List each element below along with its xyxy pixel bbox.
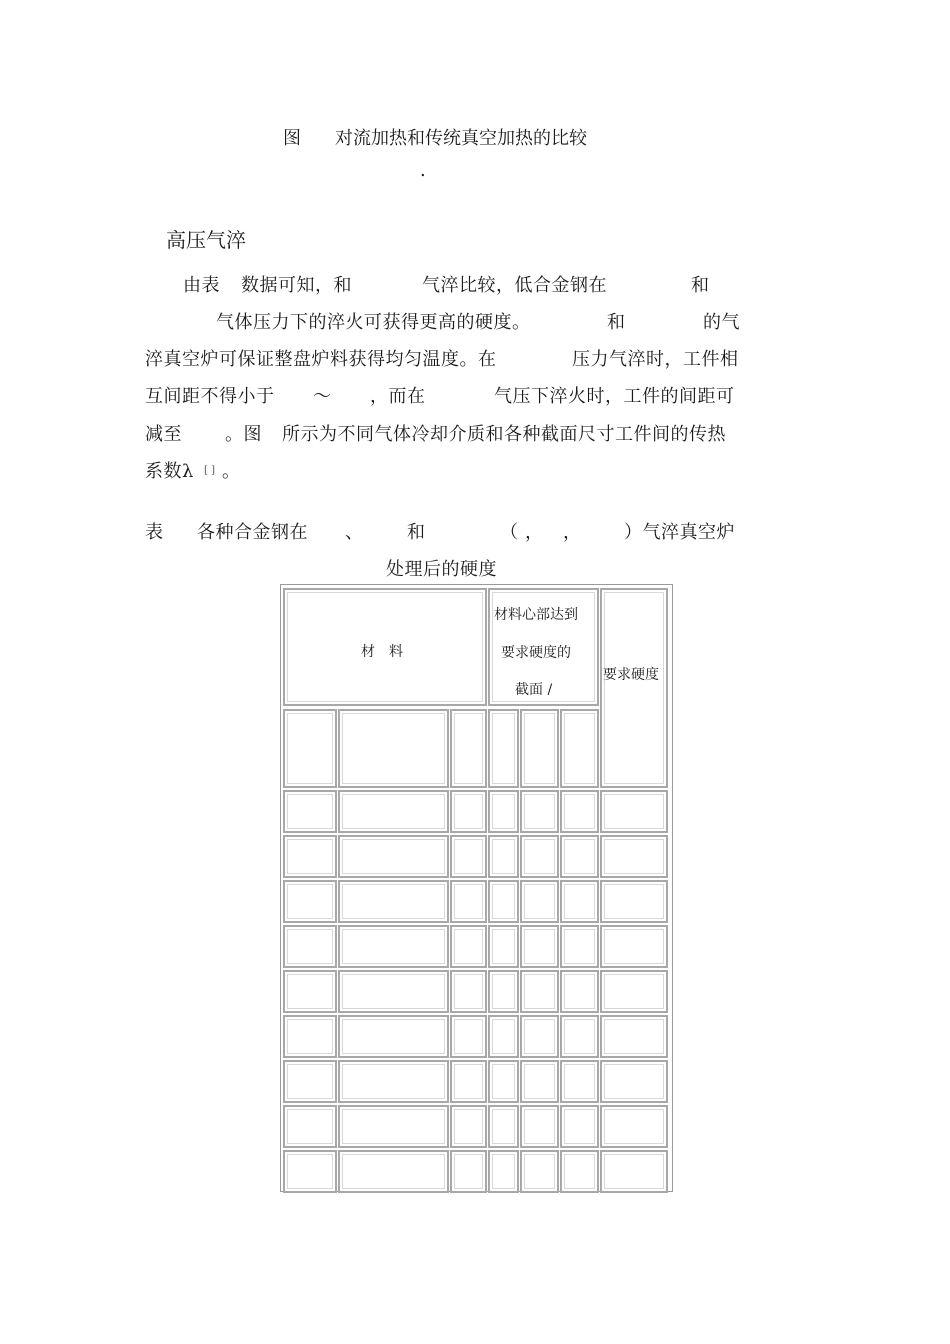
- table-cell: [338, 835, 449, 878]
- table-caption-part4: （: [500, 522, 519, 543]
- table-cell: [488, 835, 519, 878]
- table-cell: [283, 1105, 337, 1148]
- table-cell: [283, 1150, 337, 1193]
- table-caption-part2: 、: [345, 522, 364, 543]
- paragraph-line4-c: ，而在: [370, 386, 426, 407]
- table-cell: [338, 790, 449, 833]
- table-cell: [600, 1060, 668, 1103]
- paragraph-line1-d: 和: [691, 275, 710, 296]
- paragraph-line4-b: ～: [313, 386, 332, 407]
- table-caption-part7: ）气淬真空炉: [624, 522, 735, 543]
- table-cell: [600, 790, 668, 833]
- table-cell: [600, 1150, 668, 1193]
- header-hardness-cell: [600, 588, 668, 788]
- table-cell: [283, 1060, 337, 1103]
- header-material-label: 材 料: [361, 644, 403, 660]
- table-cell: [600, 1105, 668, 1148]
- table-cell: [450, 970, 487, 1013]
- table-cell: [450, 880, 487, 923]
- header-hardness-label: 要求硬度: [603, 667, 659, 683]
- header-section-line2: 要求硬度的: [501, 645, 571, 661]
- table-cell: [450, 790, 487, 833]
- table-cell: [560, 1150, 599, 1193]
- figure-caption-label: 图: [283, 128, 301, 149]
- table-cell: [450, 1060, 487, 1103]
- table-caption-part1: 各种合金钢在: [197, 522, 308, 543]
- paragraph-line2-c: 的气: [703, 312, 740, 333]
- table-caption-line2: 处理后的硬度: [386, 559, 497, 580]
- table-cell: [560, 790, 599, 833]
- table-cell: [560, 1015, 599, 1058]
- table-cell: [600, 1015, 668, 1058]
- table-cell: [520, 880, 559, 923]
- table-cell: [450, 1015, 487, 1058]
- table-cell: [283, 835, 337, 878]
- table-cell: [600, 970, 668, 1013]
- header-material-cell: [283, 588, 487, 706]
- section-heading: 高压气淬: [166, 228, 246, 252]
- table-cell: [283, 925, 337, 968]
- table-caption-part5: ，: [525, 522, 544, 543]
- table-cell: [488, 1150, 519, 1193]
- table-cell: [520, 925, 559, 968]
- table-cell: [450, 1150, 487, 1193]
- table-cell: [560, 835, 599, 878]
- paragraph-line6-text: 系数λ: [145, 461, 194, 482]
- table-cell: [283, 880, 337, 923]
- table-cell: [450, 1105, 487, 1148]
- table-cell: [338, 880, 449, 923]
- table-cell: [338, 1015, 449, 1058]
- citation-ref: [ ]: [204, 465, 215, 476]
- subheader-cell: [338, 709, 449, 788]
- figure-caption-text: 对流加热和传统真空加热的比较: [335, 128, 587, 149]
- table-cell: [283, 970, 337, 1013]
- table-cell: [488, 1105, 519, 1148]
- subheader-cell: [560, 709, 599, 788]
- header-section-line3: 截面 /: [515, 682, 553, 698]
- paragraph-line1-b: 数据可知，和: [241, 275, 352, 296]
- table-cell: [600, 880, 668, 923]
- header-section-line1: 材料心部达到: [494, 607, 578, 623]
- paragraph-line1-c: 气淬比较，低合金钢在: [422, 275, 607, 296]
- paragraph-line6-end: 。: [222, 461, 241, 482]
- subheader-cell: [283, 709, 337, 788]
- table-cell: [600, 925, 668, 968]
- table-cell: [520, 790, 559, 833]
- paragraph-line2-b: 和: [607, 312, 626, 333]
- table-caption-label: 表: [145, 522, 164, 543]
- header-section-cell: [488, 588, 599, 706]
- stray-dot: .: [420, 160, 426, 181]
- paragraph-line4-a: 互间距不得小于: [145, 386, 275, 407]
- table-cell: [338, 970, 449, 1013]
- subheader-cell: [488, 709, 519, 788]
- table-caption-part3: 和: [407, 522, 426, 543]
- table-cell: [560, 1060, 599, 1103]
- table-cell: [283, 1015, 337, 1058]
- table-cell: [488, 970, 519, 1013]
- table-cell: [520, 1150, 559, 1193]
- table-cell: [600, 835, 668, 878]
- paragraph-line5-b: 。图: [225, 424, 262, 445]
- subheader-cell: [520, 709, 559, 788]
- paragraph-line5-c: 所示为不同气体冷却介质和各种截面尺寸工件间的传热: [282, 424, 726, 445]
- paragraph-line4-d: 气压下淬火时，工件的间距可: [494, 386, 735, 407]
- table-caption-part6: ，: [563, 522, 582, 543]
- table-cell: [560, 970, 599, 1013]
- paragraph-line3-b: 压力气淬时，工件相: [572, 349, 739, 370]
- paragraph-line1-a: 由表: [183, 275, 220, 296]
- table-cell: [450, 925, 487, 968]
- subheader-cell: [450, 709, 487, 788]
- table-cell: [488, 790, 519, 833]
- table-cell: [338, 1105, 449, 1148]
- table-cell: [488, 925, 519, 968]
- table-cell: [560, 925, 599, 968]
- table-cell: [283, 790, 337, 833]
- table-cell: [520, 1015, 559, 1058]
- hardness-table: [280, 584, 673, 1192]
- table-cell: [560, 880, 599, 923]
- table-cell: [488, 1060, 519, 1103]
- paragraph-line3-a: 淬真空炉可保证整盘炉料获得均匀温度。在: [145, 349, 497, 370]
- table-cell: [488, 880, 519, 923]
- table-cell: [520, 970, 559, 1013]
- table-cell: [338, 1060, 449, 1103]
- table-cell: [338, 1150, 449, 1193]
- table-cell: [560, 1105, 599, 1148]
- table-cell: [488, 1015, 519, 1058]
- paragraph-line2-a: 气体压力下的淬火可获得更高的硬度。: [216, 312, 531, 333]
- table-cell: [338, 925, 449, 968]
- table-cell: [520, 835, 559, 878]
- paragraph-line5-a: 减至: [145, 424, 182, 445]
- table-cell: [450, 835, 487, 878]
- table-cell: [520, 1060, 559, 1103]
- table-cell: [520, 1105, 559, 1148]
